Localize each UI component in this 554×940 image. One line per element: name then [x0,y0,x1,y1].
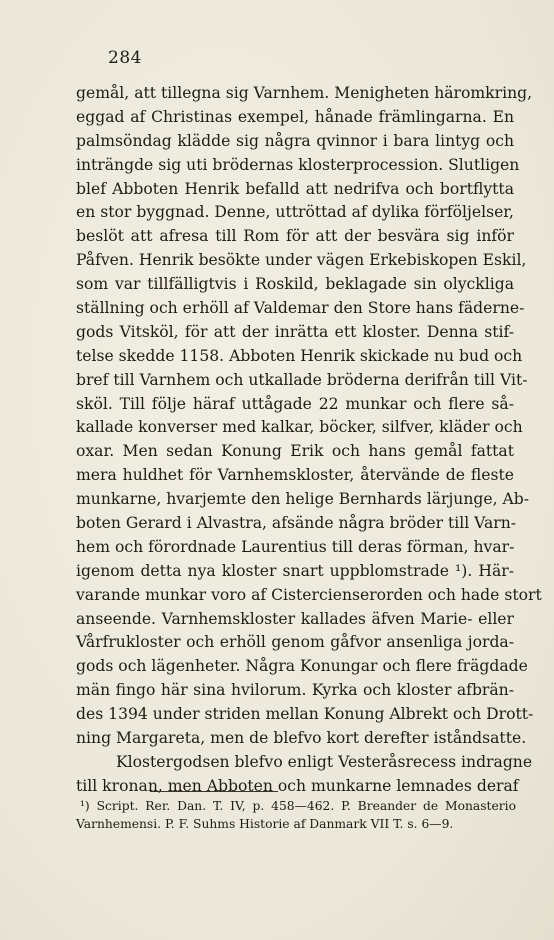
text-line: som var tillfälligtvis i Roskild, beklagade sin olyckliga [76,275,514,294]
text-line: anseende. Varnhemskloster kallades äfven Marie- eller [76,609,514,628]
text-line: des 1394 under striden mellan Konung Albrekt och Drott- [76,705,534,724]
footnotes [76,797,516,833]
text-line: ning Margareta, men de blefvo kort derefter iståndsatte. [76,729,527,748]
text-line: varande munkar voro af Cistercienserorden och hade stort [76,585,542,604]
text-line: boten Gerard i Alvastra, afsände några bröder till Varn- [76,514,517,533]
text-line: till kronan, men Abboten och munkarne lemnades deraf [76,776,519,795]
text-line: Vårfrukloster och erhöll genom gåfvor ansenliga jorda- [76,633,514,652]
text-line: palmsöndag klädde sig några qvinnor i bara lintyg och [76,131,514,150]
text-line: gemål, att tillegna sig Varnhem. Menigheten häromkring, [76,84,533,102]
text-line: beslöt att afresa till Rom för att der besvära sig inför [76,227,514,246]
text-line: inträngde sig uti brödernas klosterprocession. Slutligen [76,155,520,174]
text-line: kallade konverser med kalkar, böcker, silfver, kläder och [76,418,523,437]
text-line: ställning och erhöll af Valdemar den Store hans fäderne- [76,299,525,318]
text-line: gods och lägenheter. Några Konungar och flere frägdade [76,657,528,676]
text-line: män fingo här sina hvilorum. Kyrka och kloster afbrän- [76,681,514,700]
footnote-divider [150,791,278,792]
text-line: Påfven. Henrik besökte under vägen Erkebiskopen Eskil, [76,251,527,270]
text-line: sköl. Till följe häraf uttågade 22 munkar och flere så- [76,394,514,413]
text-line: hem och förordnade Laurentius till deras förman, hvar- [76,537,515,556]
footnote-line: ¹) Script. Rer. Dan. T. IV, p. 458—462. P. Breander de Monasterio [80,799,516,813]
body-text [76,82,542,799]
text-line: munkarne, hvarjemte den helige Bernhards lärjunge, Ab- [76,490,530,509]
text-line: telse skedde 1158. Abboten Henrik skickade nu bud och [76,346,523,365]
text-line: en stor byggnad. Denne, uttröttad af dylika förföljelser, [76,203,514,222]
text-line: bref till Varnhem och utkallade bröderna derifrån till Vit- [76,370,528,389]
page-number: 284 [108,48,142,68]
text-line: mera huldhet för Varnhemskloster, återvände de fleste [76,466,514,485]
text-line: blef Abboten Henrik befalld att nedrifva och bortflytta [76,179,514,198]
text-line: oxar. Men sedan Konung Erik och hans gemål fattat [76,442,514,461]
text-line: gods Vitsköl, för att der inrätta ett kloster. Denna stif- [76,322,514,341]
text-line: eggad af Christinas exempel, hånade främlingarna. En [76,107,514,126]
text-line: Klostergodsen blefvo enligt Vesteråsrecess indragne [116,752,533,771]
footnote-line: Varnhemensi. P. F. Suhms Historie af Danmark VII T. s. 6—9. [76,817,454,831]
text-line: igenom detta nya kloster snart uppblomstrade ¹). Här- [76,561,514,580]
